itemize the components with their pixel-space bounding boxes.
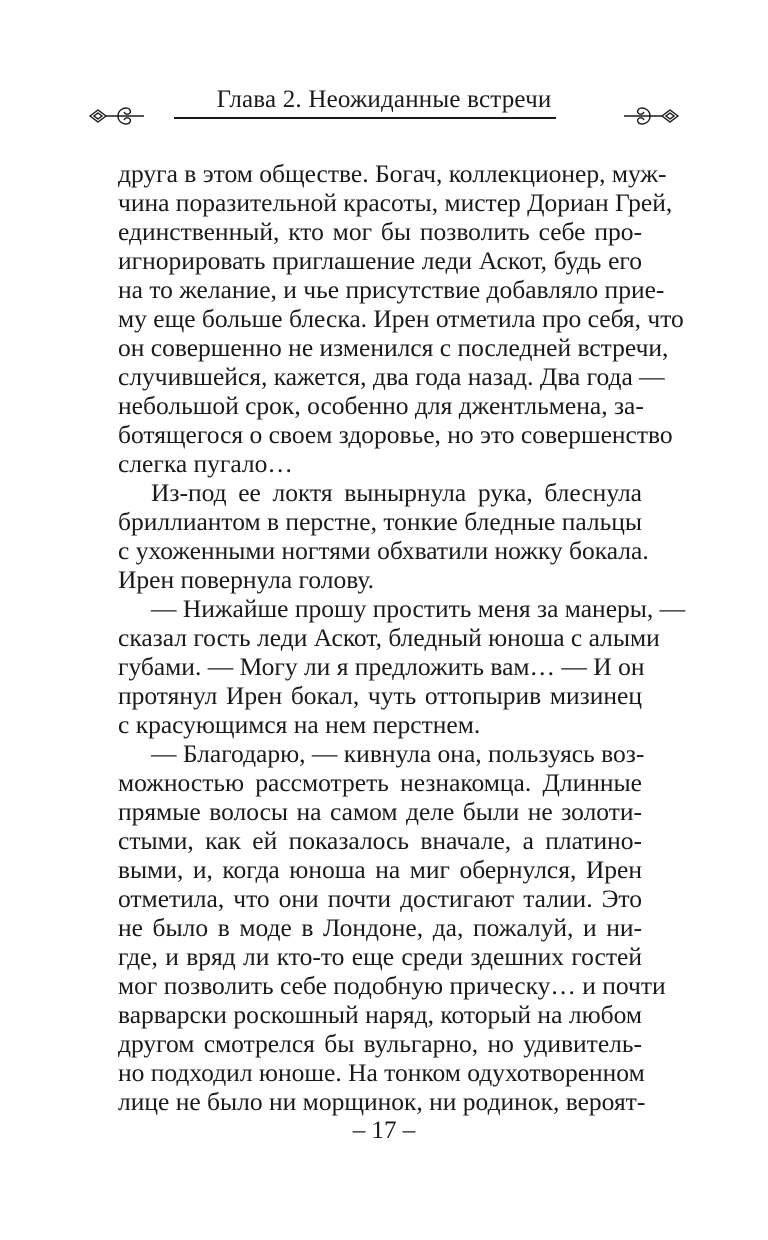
- text-line: слегка пугало…: [118, 449, 293, 478]
- text-line: мог позволить себе подобную прическу… и почти: [118, 971, 666, 1000]
- text-line: друга в этом обществе. Богач, коллекционер, муж-: [118, 159, 667, 188]
- text-line: небольшой срок, особенно для джентльмена, за-: [118, 391, 644, 420]
- body-text: [118, 159, 686, 1116]
- text-line: Из-под ее локтя вынырнула рука, блеснула: [151, 478, 642, 507]
- page-number: – 17 –: [352, 1117, 416, 1144]
- text-line: но подходил юноше. На тонком одухотворенном: [118, 1058, 645, 1087]
- running-header: [88, 78, 680, 138]
- text-line: чина поразительной красоты, мистер Дориан Грей,: [118, 188, 673, 217]
- text-line: другом смотрелся бы вульгарно, но удивитель-: [118, 1029, 642, 1058]
- text-line: случившейся, кажется, два года назад. Два года —: [118, 362, 665, 391]
- text-line: — Нижайше прошу простить меня за манеры, —: [151, 594, 686, 623]
- header-rule: [174, 117, 556, 119]
- text-line: единственный, кто мог бы позволить себе про-: [118, 217, 642, 246]
- text-line: на то желание, и чье присутствие добавляло прие-: [118, 275, 665, 304]
- text-line: можностью рассмотреть незнакомца. Длинные: [118, 768, 642, 797]
- text-line: с красующимся на нем перстнем.: [118, 710, 481, 739]
- text-line: отметила, что они почти достигают талии. Это: [118, 884, 642, 913]
- text-line: губами. — Могу ли я предложить вам… — И он: [118, 652, 645, 681]
- text-line: стыми, как ей показалось вначале, а платино-: [118, 826, 642, 855]
- chapter-title: Глава 2. Неожиданные встречи: [216, 86, 552, 113]
- text-line: прямые волосы на самом деле были не золоти-: [118, 797, 642, 826]
- text-line: ботящегося о своем здоровье, но это совершенство: [118, 420, 673, 449]
- text-line: варварски роскошный наряд, который на любом: [118, 1000, 642, 1029]
- text-line: игнорировать приглашение леди Аскот, будь его: [118, 246, 642, 275]
- text-line: Ирен повернула голову.: [118, 565, 375, 594]
- text-line: му еще больше блеска. Ирен отметила про себя, что: [118, 304, 684, 333]
- text-line: бриллиантом в перстне, тонкие бледные пальцы: [118, 507, 643, 536]
- text-line: где, и вряд ли кто-то еще среди здешних гостей: [118, 942, 642, 971]
- text-line: выми, и, когда юноша на миг обернулся, Ирен: [118, 855, 642, 884]
- text-line: не было в моде в Лондоне, да, пожалуй, и ни-: [118, 913, 642, 942]
- text-line: он совершенно не изменился с последней встречи,: [118, 333, 669, 362]
- text-line: лице не было ни морщинок, ни родинок, вероят-: [118, 1087, 646, 1116]
- text-line: протянул Ирен бокал, чуть оттопырив мизинец: [118, 681, 642, 710]
- text-line: сказал гость леди Аскот, бледный юноша с алыми: [118, 623, 660, 652]
- text-line: с ухоженными ногтями обхватили ножку бокала.: [118, 536, 649, 565]
- text-line: — Благодарю, — кивнула она, пользуясь воз-: [151, 739, 645, 768]
- right-flourish-ornament: [618, 98, 680, 134]
